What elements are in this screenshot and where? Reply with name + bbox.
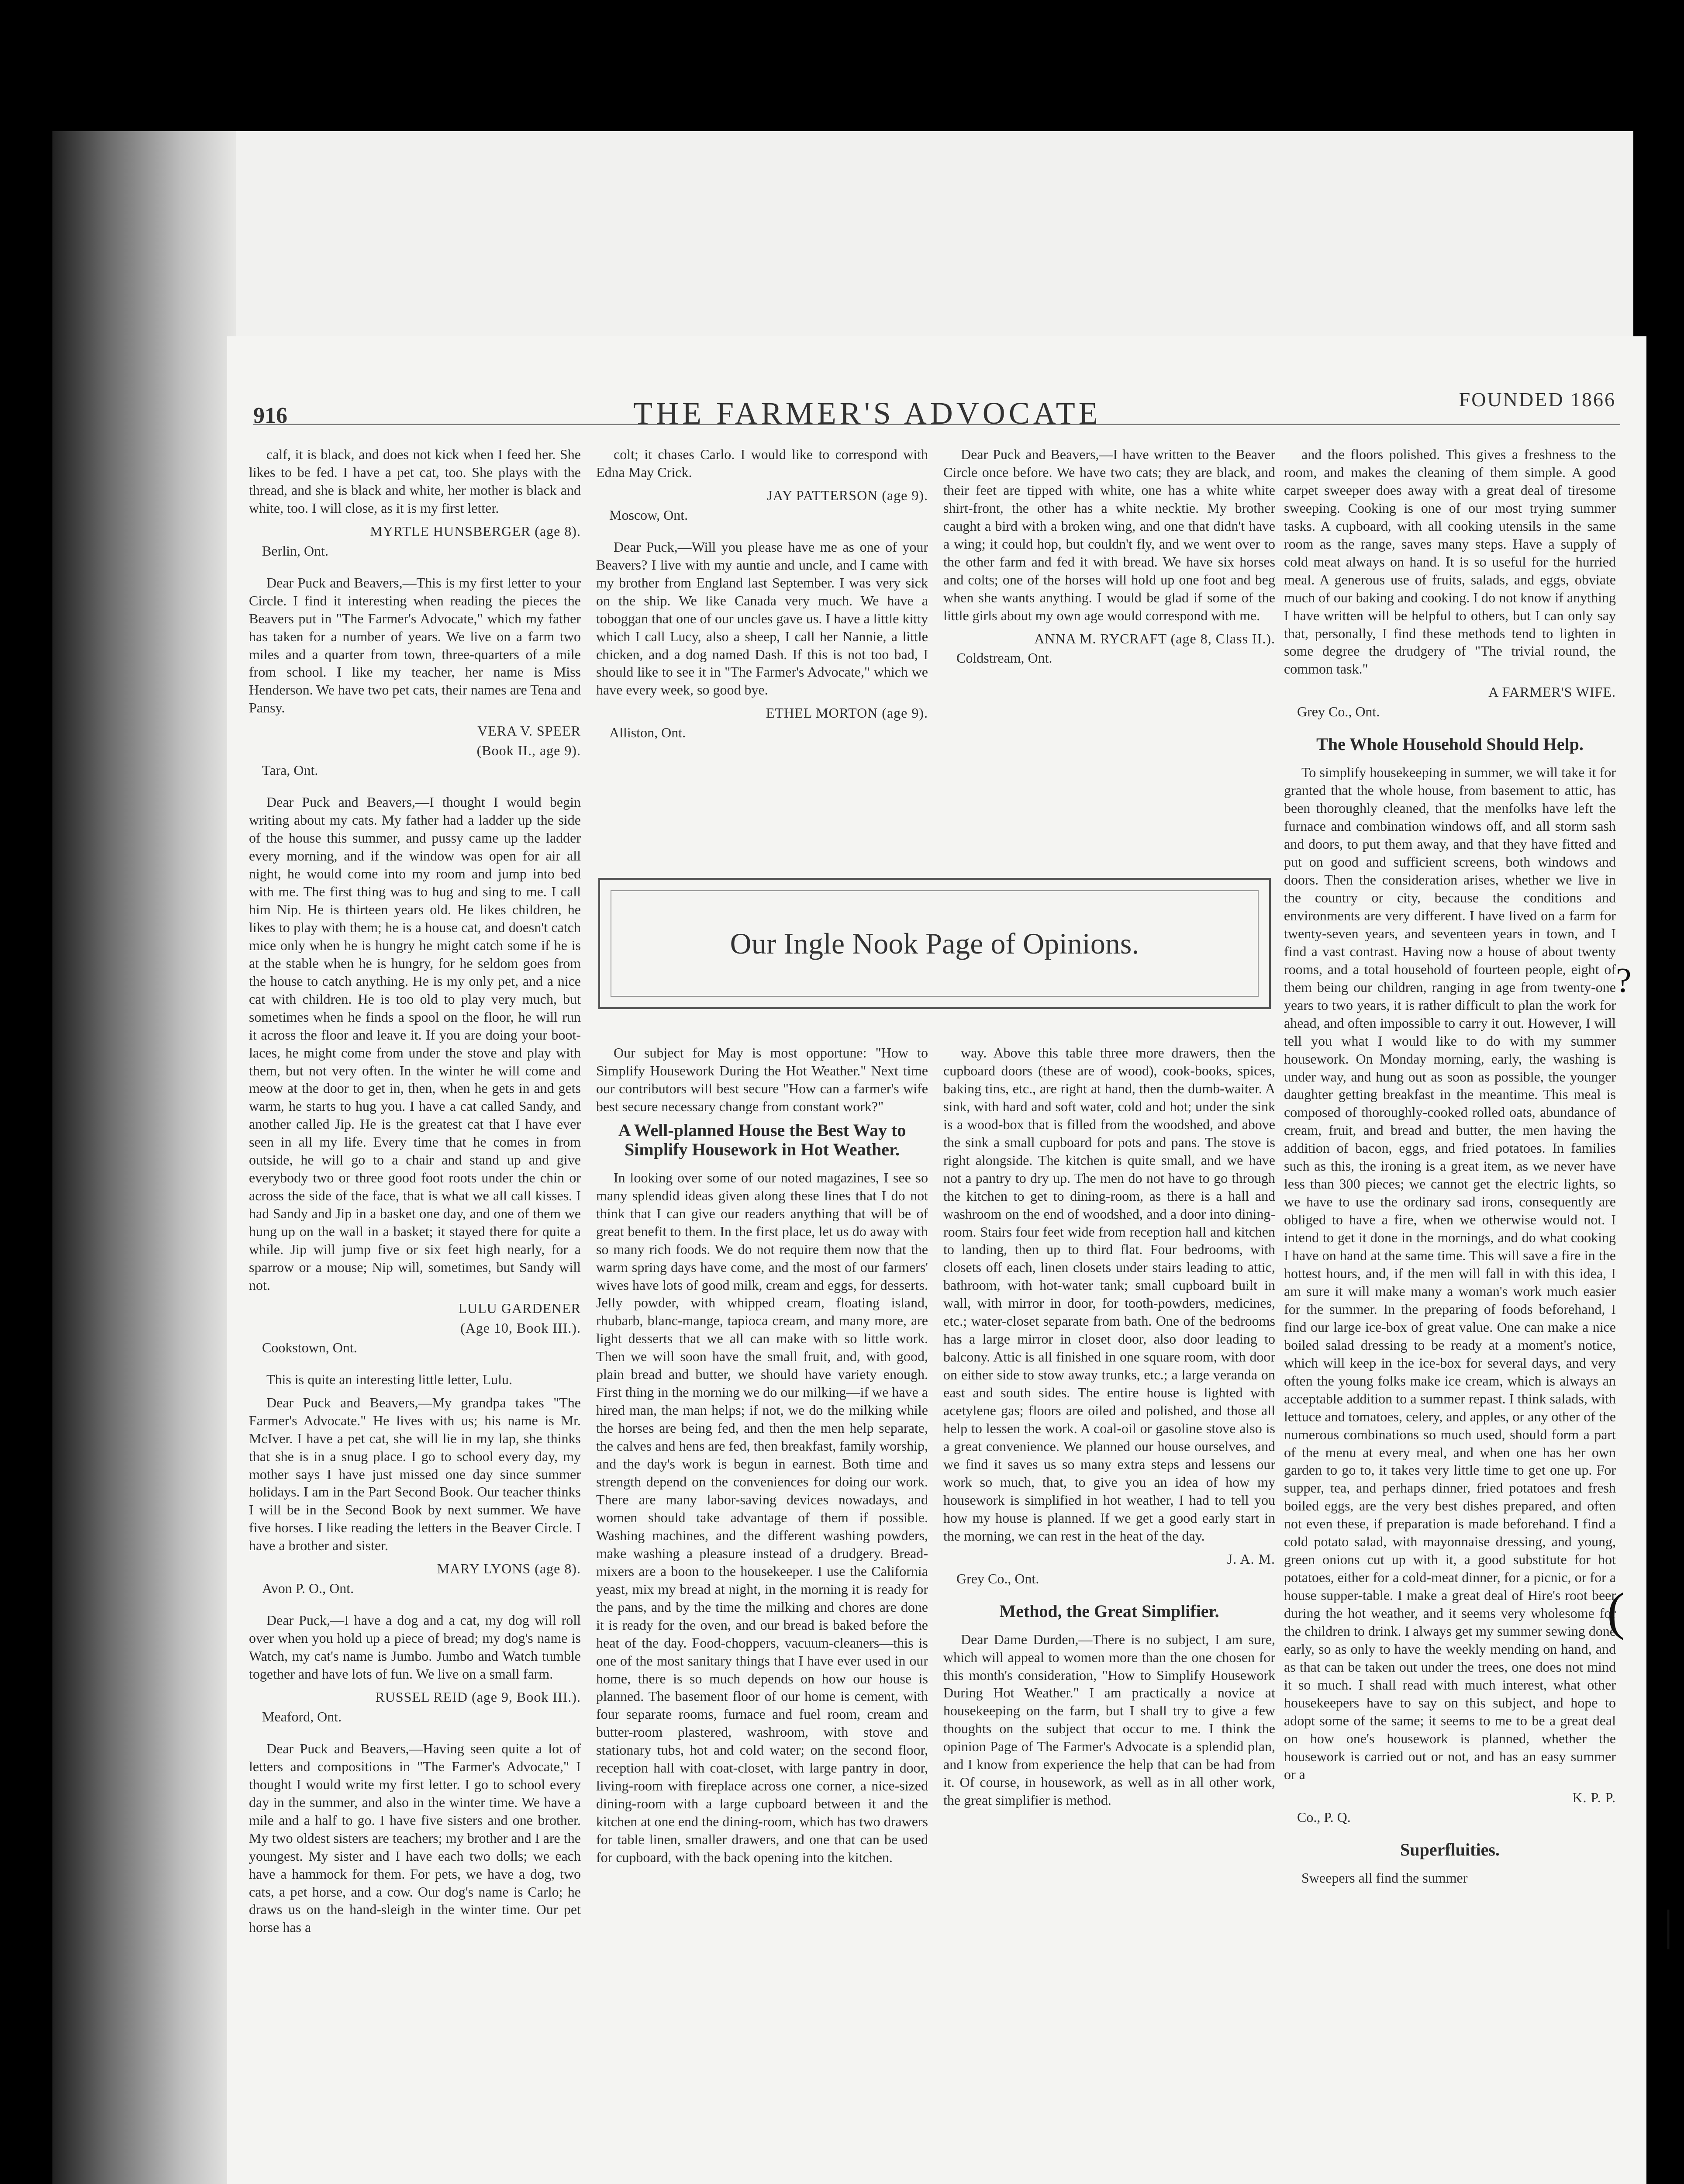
letter-paragraph: colt; it chases Carlo. I would like to correspond with Edna May Crick.	[596, 446, 928, 480]
letter-place: Coldstream, Ont.	[956, 650, 1052, 666]
article-body: In looking over some of our noted magazines, I see so many splendid ideas given along these lines that I do not think that I can give our readers anything that will be of great benefit to them. In the first place, let us do away with so many rich foods. We do not require them now that the warm spring days have come, and the most of our farmers' wives have lots of good milk, cream and eggs, for desserts. Jelly powder, with whipped cream, floating island, rhubarb, blanc-mange, tapioca cream, and many more, are light desserts that we all can make with so little work. Then we will soon have the small fruit, and, with good, plain bread and butter, we should have variety enough. First thing in the morning we do our milking—if we have a hired man, the man helps; if not, we do the milking while the horses are being fed, and then the men help separate, the calves and hens are fed, then breakfast, family worship, and the day's work is begun in earnest. Both time and strength depend on the conveniences for doing our work. There are many labor-saving devices nowadays, and women should take advantage of them if possible. Washing machines, and the different washing powders, make washing a pleasure instead of a drudgery. Bread-mixers are a boon to the housekeeper. I use the California yeast, mix my bread at night, in the morning it is ready for the pans, and by the time the milking and chores are done it is ready for the oven, and our bread is baked before the heat of the day. Food-choppers, vacuum-cleaners—this is one of the most sanitary things that I have ever used in our home, there is so much depends on how our house is planned. The basement floor of our home is cement, with four separate rooms, furnace and fuel room, cream and butter-room plastered, washroom, with stove and stationary tubs, hot and cold water; on the second floor, reception hall with coat-closet, with large pantry in door, living-room with fireplace across one corner, a nice-sized dining-room with a large cupboard between it and the kitchen at one end the dining-room, which has two drawers for table linen, smaller drawers, and one that can be used for cupboard, with the back opening into the kitchen.	[596, 1169, 928, 1866]
letter-place: Avon P. O., Ont.	[262, 1580, 354, 1597]
letter-paragraph: Dear Puck and Beavers,—I have written to the Beaver Circle once before. We have two cats; they are black, and their feet are tipped with white, one has a white white shirt-front, the other has a white necktie. My brother caught a bird with a broken wing, and one that didn't have a wing; it could hop, but couldn't fly, and we went over to the other farm and fed it with bread. We have six horses and colts; one of the horses will hold up one foot and beg when she wants anything. I would be glad if some of the little girls about my own age would correspond with me.	[943, 446, 1275, 623]
page-number: 916	[253, 403, 287, 428]
ingle-nook-title: Our Ingle Nook Page of Opinions.	[611, 890, 1259, 997]
letter-paragraph: Dear Puck and Beavers,—I thought I would begin writing about my cats. My father had a ladder up the side of the house this summer, and pussy came up the ladder every morning, and if the window was open for air all night, he would come into my room and jump into bed with me. The first thing was to hug and sing to me. I call him Nip. He is thirteen years old. He likes children, he likes to play with them; he is a house cat, and doesn't catch mice only when he is hungry he might catch some if he is at the stable when he is hungry, for he seldom goes from the house to catch anything. He is my only pet, and a nice cat with children. He is too old to play very much, but sometimes when he finds a spool on the floor, he will run it across the floor and leave it. If you are doing your boot-laces, he might come from under the stove and play with them, but not very often. In the winter he will come and meow at the door to get in, then, when he gets in and gets warm, he starts to hug you. I have a cat called Sandy, and another called Jip. He is the greatest cat that I have ever seen in all my life. Every time that he comes in from outside, he will go to a chair and stand up and give everybody two or three good foot roots under the chin or across the side of the face, that is what we all call kisses. I had Sandy and Jip in a basket one day, and one of them we hung up on the wall in a basket; it stayed there for quite a while. Jip will jump five or six feet high nearly, for a sparrow or a mouse; Nip will, sometimes, but Sandy will not.	[249, 794, 581, 1293]
article-place: Grey Co., Ont.	[956, 1570, 1039, 1586]
letter-place: Cookstown, Ont.	[262, 1339, 357, 1355]
letter-place: Meaford, Ont.	[262, 1708, 342, 1724]
article-heading: The Whole Household Should Help.	[1316, 734, 1584, 754]
letter-signature: JAY PATTERSON (age 9).	[767, 487, 928, 503]
article-heading: A Well-planned House the Best Way to Simplify Housework in Hot Weather.	[618, 1120, 906, 1159]
letter-signature: RUSSEL REID (age 9, Book III.).	[375, 1689, 581, 1705]
column-1	[249, 446, 581, 2184]
article-signature: J. A. M.	[1227, 1551, 1275, 1567]
letter-place: Alliston, Ont.	[609, 725, 686, 741]
article-body: Dear Dame Durden,—There is no subject, I am sure, which will appeal to women more than the one chosen for this month's consideration, "How to Simplify Housework During Hot Weather." I am practically a novice at housekeeping on the farm, but I shall try to give a few thoughts on the subject that occur to me. I think the opinion Page of The Farmer's Advocate is a splendid plan, and I know from experience the help that can be had from it. Of course, in housework, as well as in all other work, the great simplifier is method.	[943, 1631, 1275, 1808]
letter-place: Tara, Ont.	[262, 762, 318, 778]
founded-label: FOUNDED 1866	[1459, 388, 1616, 411]
letter-paragraph: Dear Puck and Beavers,—My grandpa takes "The Farmer's Advocate." He lives with us; his name is Mr. McIver. I have a pet cat, she will lie in my lap, she thinks that she is in a snug place. I go to school every day, my mother says I have just missed one day since summer holidays. I am in the Part Second Book. Our teacher thinks I will be in the Second Book by next summer. We have five horses. I like reading the letters in the Beaver Circle. I have a brother and sister.	[249, 1394, 581, 1554]
letter-paragraph: Dear Puck and Beavers,—This is my first letter to your Circle. I find it interesting when reading the pieces the Beavers put in "The Farmer's Advocate," which my father has taken for a number of years. We live on a farm two miles and a quarter from town, three-quarters of a mile from school. I like my teacher, her name is Miss Henderson. We have two pet cats, their names are Tena and Pansy.	[249, 574, 581, 716]
article-place: Grey Co., Ont.	[1297, 704, 1380, 720]
letter-paragraph: calf, it is black, and does not kick when I feed her. She likes to be fed. I have a pet cat, too. She plays with the thread, and she is black and white, her mother is black and white, too. I will close, as it is my first letter.	[249, 446, 581, 516]
letter-place: Moscow, Ont.	[609, 507, 688, 523]
article-heading: Method, the Great Simplifier.	[999, 1601, 1219, 1621]
column-2-top	[596, 446, 928, 935]
article-signature: A FARMER'S WIFE.	[1488, 684, 1616, 700]
editor-note: This is quite an interesting little letter, Lulu.	[266, 1371, 513, 1387]
article-body: To simplify housekeeping in summer, we will take it for granted that the whole house, from basement to attic, has been thoroughly cleaned, that the menfolks have left the furnace and combination windows off, and all storm sash and doors, to put them away, and that they have fitted and put on good and sufficient screens, both windows and doors. Then the consideration arises, whether we live in the country or city, because the conditions and environments are very different. I have lived on a farm for twenty-seven years, and seventeen years in town, and I find a vast contrast. Having now a house of about twenty rooms, and a total household of fourteen people, eight of them being our children, ranging in age from twenty-one years to two years, it is rather difficult to plan the work for ahead, and often impossible to carry it out. However, I will tell you what I would like to do with my summer housework. On Monday morning, early, the washing is under way, and hung out as soon as possible, the younger daughter getting breakfast in the meantime. This meal is composed of thoroughly-cooked rolled oats, abundance of cream, fruit, and bread and butter, the men having the addition of bacon, eggs, and fried potatoes. In families such as this, the ironing is a great item, as we never have less than 300 pieces; we cannot get the electric lights, so we have to use the ordinary sad irons, consequently are obliged to have a fire, when we otherwise would not. I intend to get it done in the mornings, and do what cooking I have on hand at the same time. This will save a fire in the hottest hours, and, if the men will fall in with this idea, I am sure it will make many a woman's work much easier for the summer. In the preparing of foods beforehand, I find our large ice-box of great value. One can make a nice boiled salad dressing to be ready at a moment's notice, which will keep in the ice-box for several days, and very often the young folks make ice cream, which is always an acceptable addition to a summer repast. I think salads, with lettuce and tomatoes, celery, and apples, or any other of the numerous combinations so much used, should form a part of the menu at every meal, and when one has her own garden to go to, it takes very little time to get one up. For supper, tea, and perhaps dinner, fried potatoes and fresh boiled eggs, are the very best dishes prepared, and often not even these, if preparation is made beforehand. I find a cold potato salad, with mayonnaise dressing, and young, green onions cut up with it, a good substitute for hot potatoes, either for a cold-meat dinner, for a picnic, or for a house supper-table. I make a great deal of Hire's root beer during the hot weather, and it seems very wholesome for the children to drink. I always get my summer sewing done early, so as only to have the weekly mending on hand, and as that can be taken out under the trees, one does not mind it so much. I shall read with much interest, what other housekeepers have to say on this subject, and hope to adopt some of the same; it seems to me to be a great deal on how one's housework is planned, whether the housework is carried out or not, and has an easy summer or a	[1284, 764, 1616, 1782]
section-intro: Our subject for May is most opportune: "How to Simplify Housework During the Hot Weather." Next time our contributors will best secure "How can a farmer's wife best secure necessary change from constant work?"	[596, 1045, 928, 1114]
column-4	[1284, 446, 1616, 2184]
column-3-top	[943, 446, 1275, 935]
letter-paragraph: Dear Puck,—I have a dog and a cat, my dog will roll over when you hold up a piece of bread; my dog's name is Watch, my cat's name is Jumbo. Jumbo and Watch tumble together and have lots of fun. We live on a small farm.	[249, 1612, 581, 1682]
letter-place: Berlin, Ont.	[262, 543, 328, 559]
letter-signature: MARY LYONS (age 8).	[437, 1561, 581, 1577]
letter-signature: VERA V. SPEER	[477, 723, 581, 739]
ingle-nook-banner	[598, 878, 1271, 1009]
letter-signature: LULU GARDENER	[458, 1300, 581, 1316]
letter-signature: ETHEL MORTON (age 9).	[766, 705, 928, 721]
top-paper-strip	[61, 131, 1633, 336]
article-body: and the floors polished. This gives a freshness to the room, and makes the cleaning of them simple. A good carpet sweeper does away with a great deal of tiresome sweeping. Cooking is one of our most trying summer tasks. A cupboard, with all cooking utensils in the same room as the range, saves many steps. Have a supply of cold meat always on hand. It is so useful for the hurried meal. A generous use of fruits, salads, and eggs, obviate much of our baking and cooking. I do not know if anything I have written will be helpful to others, but I can only say that, personally, I find these methods tend to lighten in some degree the drudgery of "The trivial round, the common task."	[1284, 446, 1616, 677]
newspaper-page	[227, 336, 1646, 2184]
article-signature: K. P. P.	[1572, 1789, 1616, 1805]
binding-shadow	[52, 131, 236, 2184]
article-body: way. Above this table three more drawers, then the cupboard doors (these are of wood), cook-books, spices, baking tins, etc., are right at hand, then the dumb-waiter. A sink, with hard and soft water, cold and hot; under the sink is a wood-box that is filled from the woodshed, and above the sink a small cupboard for pots and pans. The stove is right alongside. The kitchen is quite small, and we have not a pantry to dry up. The men do not have to go through the kitchen to get to dining-room, as there is a hall and washroom on the end of woodshed, and a door into dining-room. Stairs four feet wide from reception hall and kitchen to landing, then up to third flat. Four bedrooms, with closets off each, linen closets under stairs leading to attic, bathroom, with hot-water tank; small cupboard built in wall, with mirror in door, for tooth-powders, medicines, etc.; water-closet separate from bath. One of the bedrooms has a large mirror in closet door, also door leading to balcony. Attic is all finished in one square room, with door on either side to stow away trunks, etc.; a large veranda on east and south sides. The entire house is lighted with acetylene gas; floors are oiled and polished, and those all help to lessen the work. A coal-oil or gasoline stove also is a great convenience. We planned our house ourselves, and we find it saves us so many extra steps and lessens our work so much, that, to give you an idea of how my housework is simplified in hot weather, I had to tell you how my house is planned. If we get a good early start in the morning, we can rest in the heat of the day.	[943, 1045, 1275, 1544]
letter-signature: MYRTLE HUNSBERGER (age 8).	[370, 523, 581, 539]
margin-mark: (	[1607, 1582, 1625, 1640]
column-3-bottom	[943, 1044, 1275, 2184]
masthead-title: THE FARMER'S ADVOCATE	[633, 396, 1101, 431]
letter-paragraph: Dear Puck,—Will you please have me as one of your Beavers? I live with my auntie and uncle, and I came with my brother from England last September. I was very sick on the ship. We like Canada very much. We have a toboggan that one of our uncles gave us. I have a little kitty which I call Lucy, also a sheep, I call her Nannie, a little chicken, and a dog named Dash. If this is not too bad, I should like to see it in "The Farmer's Advocate," which we have every week, so good bye.	[596, 539, 928, 698]
letter-signature-detail: (Book II., age 9).	[476, 743, 581, 759]
column-2-bottom	[596, 1044, 928, 2184]
letter-signature: ANNA M. RYCRAFT (age 8, Class II.).	[1034, 630, 1275, 646]
margin-mark: |	[1664, 1901, 1673, 1949]
margin-mark: ?	[1616, 961, 1632, 1000]
article-heading: Superfluities.	[1400, 1839, 1500, 1859]
letter-signature-detail: (Age 10, Book III.).	[460, 1320, 581, 1336]
article-body: Sweepers all find the summer	[1301, 1870, 1468, 1886]
faded-print-area	[596, 2149, 1614, 2184]
letter-paragraph: Dear Puck and Beavers,—Having seen quite a lot of letters and compositions in "The Farmer's Advocate," I thought I would write my first letter. I go to school every day in the summer, and also in the winter time. We have a mile and a half to go. I have five sisters and one brother. My two oldest sisters are teachers; my brother and I are the youngest. My sister and I have each two dolls; we each have a hammock for them. For pets, we have a dog, two cats, a pet horse, and a cow. Our dog's name is Carlo; he draws us on the hand-sleigh in the winter time. Our pet horse has a	[249, 1740, 581, 1935]
article-place: Co., P. Q.	[1297, 1809, 1351, 1825]
